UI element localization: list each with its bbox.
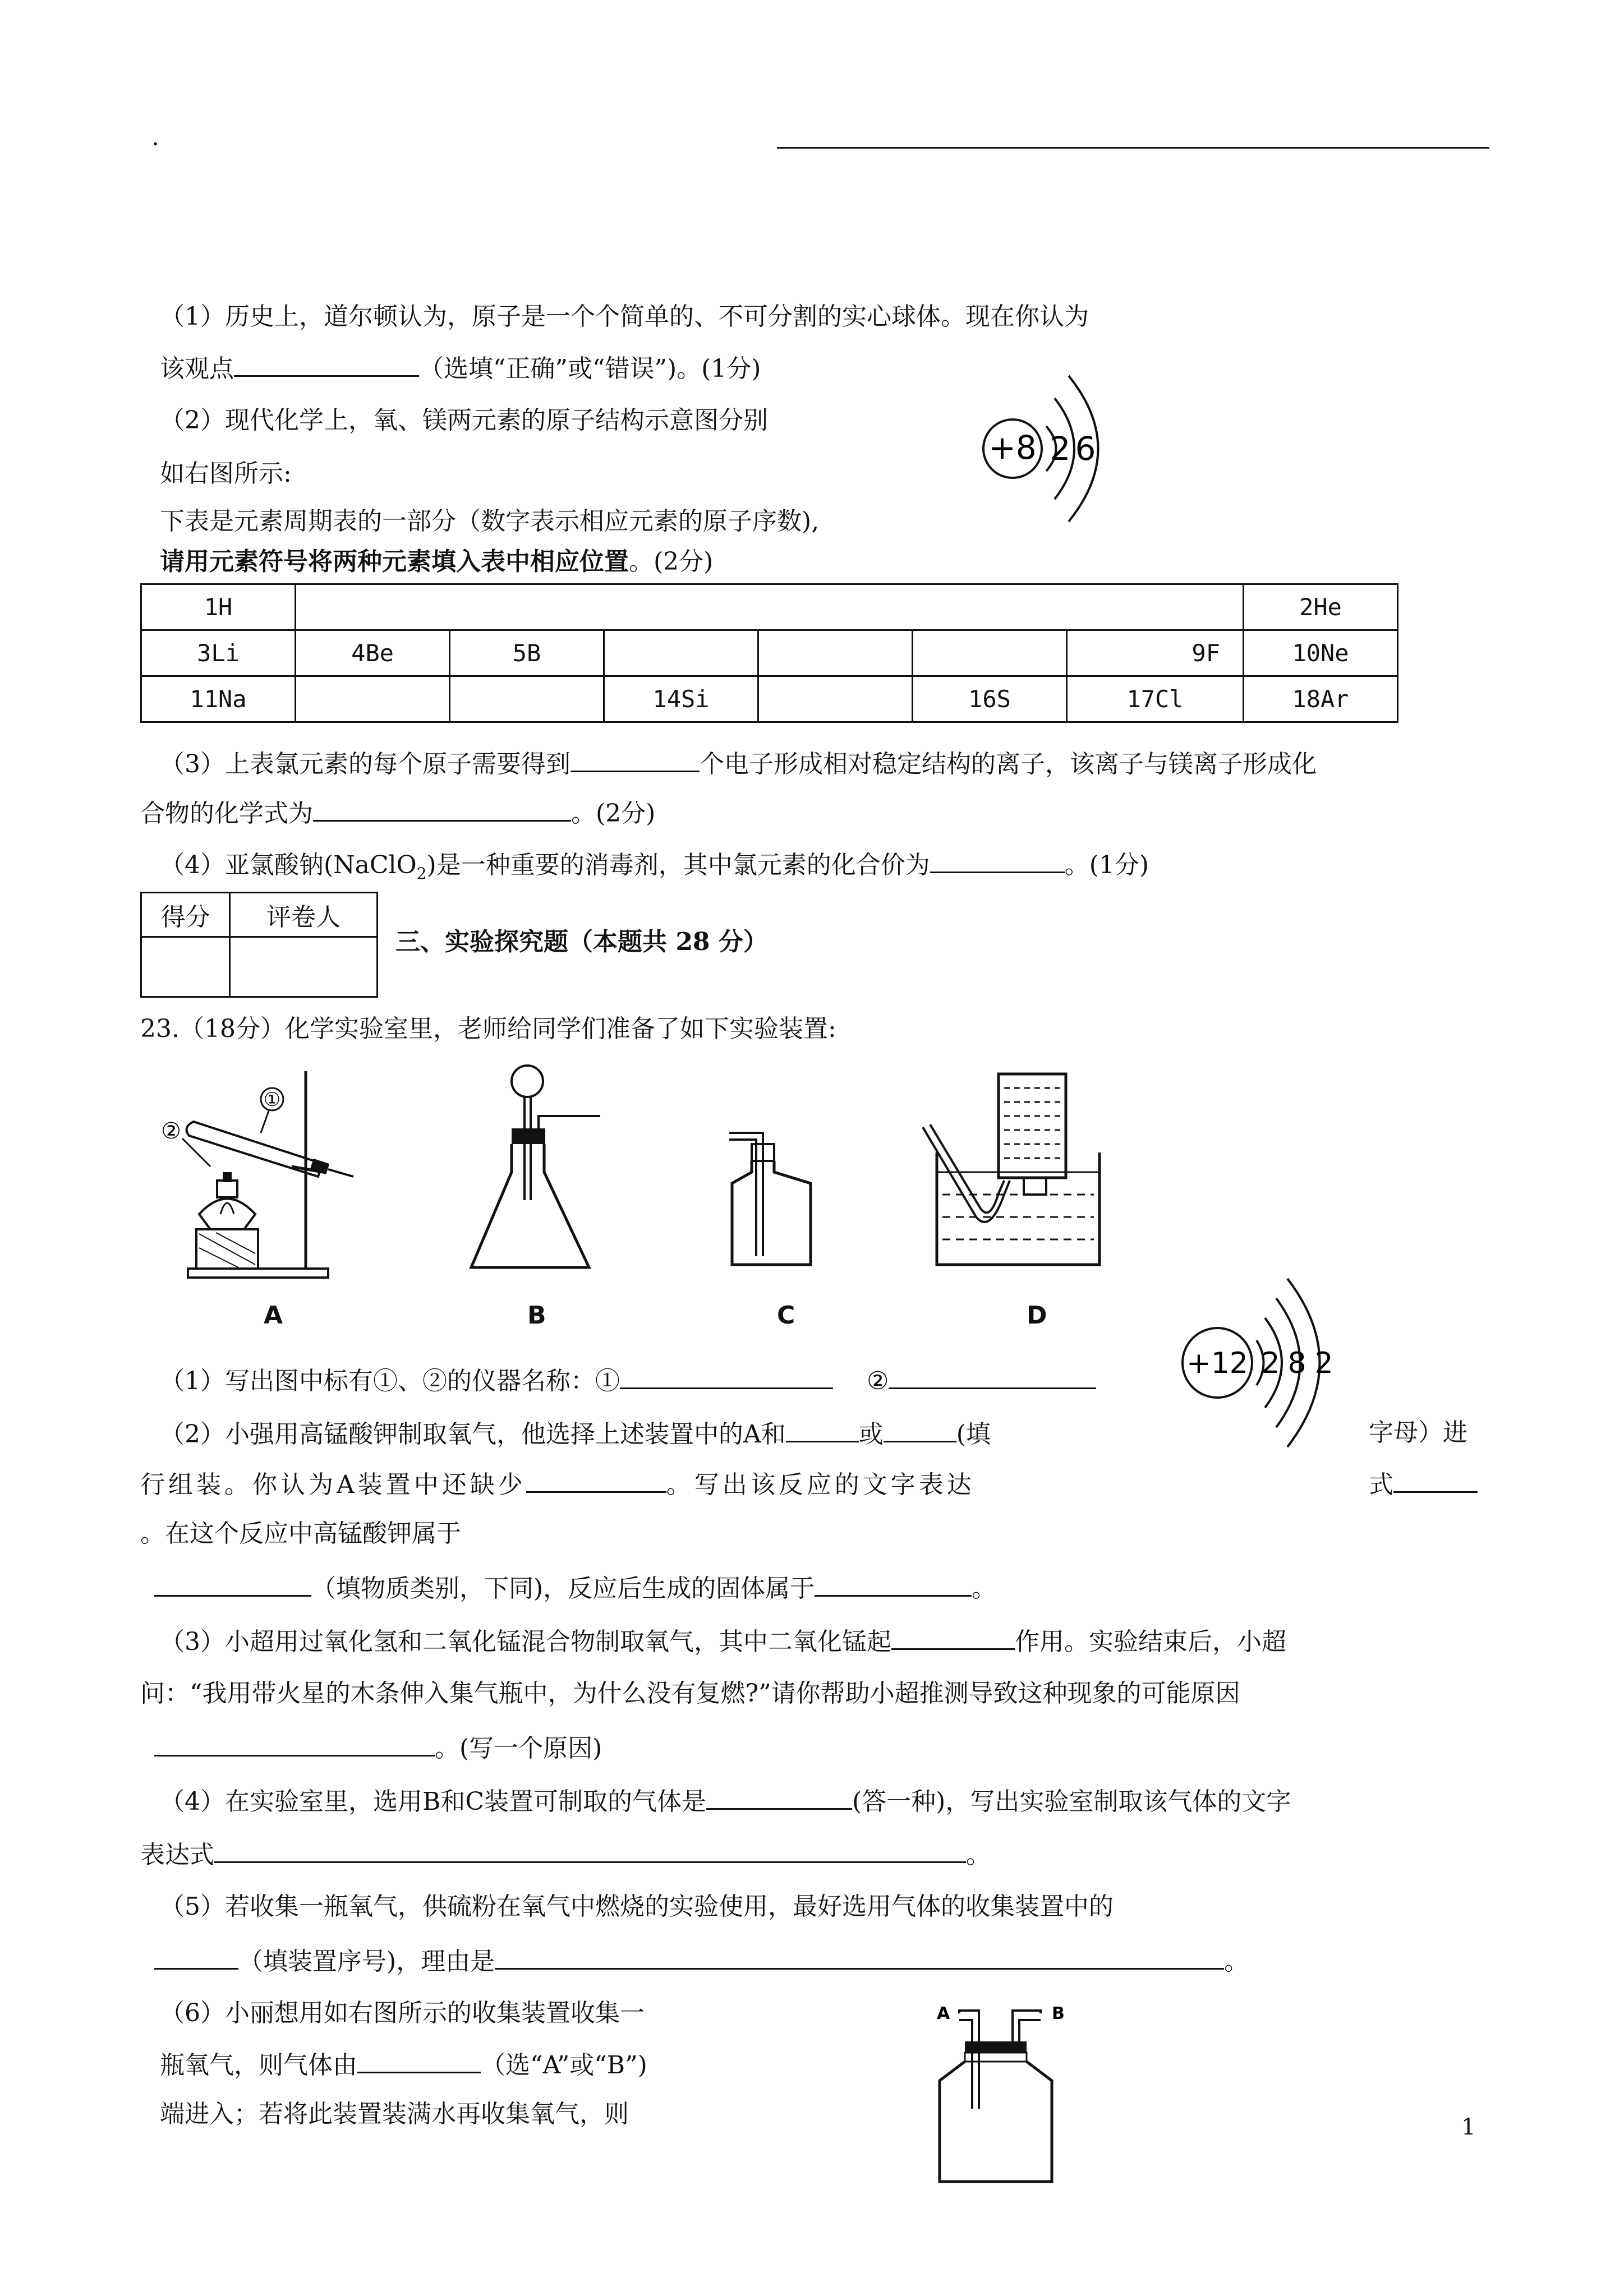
q22-p1-line2: 该观点 （选填“正确”或“错误”)。(1分) [160, 351, 761, 386]
apparatus-c-gas-bottle [724, 1122, 836, 1273]
q23-line2: （2）小强用高锰酸钾制取氧气，他选择上述装置中的A和 或 (填 [160, 1416, 991, 1451]
page-number: 1 [1461, 2114, 1476, 2140]
table-cell: 4Be [296, 630, 450, 676]
grader-label: 评卷人 [230, 893, 378, 937]
q23-line4: 。在这个反应中高锰酸钾属于 [140, 1519, 461, 1548]
table-cell: 17Cl [1067, 676, 1244, 722]
q23-line1: （1）写出图中标有①、②的仪器名称：① ② [160, 1363, 1096, 1398]
oxygen-atom-diagram [970, 365, 1139, 522]
table-row [141, 676, 1398, 722]
table-cell: 9F [1067, 630, 1244, 676]
q22-p2-line3: 下表是元素周期表的一部分（数字表示相应元素的原子序数), [160, 507, 820, 536]
magnesium-shell-1: 2 [1261, 1347, 1280, 1380]
q23-intro: 23.（18分）化学实验室里，老师给同学们准备了如下实验装置: [140, 1015, 836, 1043]
apparatus-a-heating-setup [154, 1066, 379, 1284]
table-cell: 11Na [141, 676, 296, 722]
table-cell: 1H [141, 584, 296, 630]
answer-blank[interactable] [495, 1943, 1224, 1970]
apparatus-b-flask [477, 1060, 611, 1279]
table-cell[interactable] [913, 630, 1067, 676]
q23-line2-tail: 字母）进 [1369, 1418, 1467, 1447]
oxygen-shell-1: 2 [1050, 430, 1071, 468]
answer-blank[interactable] [706, 1783, 852, 1810]
label-c: C [777, 1301, 795, 1330]
table-cell[interactable] [296, 676, 450, 722]
oxygen-nucleus-label: +8 [988, 428, 1037, 467]
answer-blank[interactable] [357, 2047, 481, 2073]
magnesium-nucleus-label: +12 [1186, 1347, 1248, 1380]
q23-line6: （3）小超用过氧化氢和二氧化锰混合物制取氧气，其中二氧化锰起 作用。实验结束后，小超 [160, 1624, 1286, 1659]
q22-p3-line1: （3）上表氯元素的每个原子需要得到 个电子形成相对稳定结构的离子，该离子与镁离子形成化 [160, 746, 1317, 781]
table-cell: 3Li [141, 630, 296, 676]
score-cell[interactable] [141, 937, 230, 997]
magnesium-shell-3: 2 [1314, 1347, 1333, 1380]
q23-line13: （6）小丽想用如右图所示的收集装置收集一 [160, 1999, 645, 2027]
answer-blank[interactable] [884, 1416, 956, 1442]
q23-line7: 问：“我用带火星的木条伸入集气瓶中，为什么没有复燃?”请你帮助小超推测导致这种现象的可能原因 [140, 1679, 1240, 1708]
section-3-title: 三、实验探究题（本题共 28 分） [395, 928, 768, 956]
q22-p2-line4: 请用元素符号将两种元素填入表中相应位置。(2分) [160, 547, 714, 576]
q23-line14: 瓶氧气，则气体由 （选“A”或“B”) [160, 2047, 647, 2082]
answer-blank[interactable] [786, 1416, 859, 1442]
answer-blank[interactable] [815, 1570, 972, 1597]
marker-2: ② [161, 1118, 181, 1144]
q23-line12: （填装置序号)，理由是 。 [154, 1943, 1249, 1979]
answer-blank[interactable] [1393, 1467, 1478, 1493]
label-a: A [264, 1301, 283, 1330]
q23-line9: （4）在实验室里，选用B和C装置可制取的气体是 (答一种)，写出实验室制取该气体的文字 [160, 1783, 1291, 1819]
header-rule [777, 147, 1489, 149]
label-d: D [1027, 1301, 1047, 1330]
apparatus-d-water-trough [914, 1066, 1116, 1273]
periodic-table [140, 583, 1398, 723]
label-b: B [527, 1301, 546, 1330]
q23-line15: 端进入；若将此装置装满水再收集氧气，则 [160, 2100, 629, 2128]
table-row [141, 630, 1398, 676]
magnesium-atom-diagram [1172, 1273, 1358, 1453]
q23-line5: （填物质类别，下同)，反应后生成的固体属于 。 [154, 1570, 996, 1606]
answer-blank[interactable] [154, 1730, 435, 1756]
q23-line8: 。(写一个原因) [154, 1730, 602, 1765]
q23-line10: 表达式 。 [140, 1837, 991, 1872]
q22-p1-line1: （1）历史上，道尔顿认为，原子是一个个简单的、不可分割的实心球体。现在你认为 [160, 302, 1089, 331]
answer-blank[interactable] [154, 1943, 238, 1970]
q22-p2-line1: （2）现代化学上，氧、镁两元素的原子结构示意图分别 [160, 406, 768, 435]
table-cell: 5B [450, 630, 604, 676]
score-label: 得分 [141, 893, 230, 937]
table-cell[interactable] [604, 630, 758, 676]
table-cell: 14Si [604, 676, 758, 722]
table-cell[interactable] [758, 630, 913, 676]
answer-blank[interactable] [891, 1624, 1015, 1650]
table-cell: 16S [913, 676, 1067, 722]
table-cell[interactable] [450, 676, 604, 722]
answer-blank[interactable] [154, 1570, 311, 1597]
answer-blank[interactable] [889, 1363, 1096, 1389]
bottle-label-b: B [1052, 2004, 1065, 2023]
answer-blank[interactable] [234, 351, 419, 377]
score-box [140, 892, 378, 998]
marker-1: ① [263, 1089, 281, 1111]
bottle-label-a: A [937, 2004, 950, 2023]
table-cell: 10Ne [1244, 630, 1398, 676]
magnesium-shell-2: 8 [1287, 1347, 1306, 1380]
q23-line3-tail: 式 [1369, 1467, 1478, 1502]
q23-line3: 行组装。你认为A装置中还缺少 。写出该反应的文字表达 [140, 1467, 975, 1502]
answer-blank[interactable] [930, 847, 1065, 873]
answer-blank[interactable] [571, 746, 700, 772]
table-cell: 18Ar [1244, 676, 1398, 722]
gas-collection-bottle [926, 1997, 1111, 2187]
answer-blank[interactable] [526, 1467, 666, 1493]
answer-blank[interactable] [620, 1363, 833, 1389]
q22-p2-line2: 如右图所示: [160, 459, 292, 488]
table-cell[interactable] [296, 584, 1244, 630]
oxygen-shell-2: 6 [1075, 430, 1096, 468]
table-cell[interactable] [758, 676, 913, 722]
q22-p3-line2: 合物的化学式为 。(2分) [140, 795, 655, 831]
answer-blank[interactable] [214, 1837, 966, 1863]
table-cell: 2He [1244, 584, 1398, 630]
grader-cell[interactable] [230, 937, 378, 997]
table-row [141, 584, 1398, 630]
q22-p4: （4）亚氯酸钠(NaClO$_2$)是一种重要的消毒剂，其中氯元素的化合价为 。(1分) [160, 847, 1149, 891]
answer-blank[interactable] [313, 795, 571, 822]
header-dot: . [151, 123, 159, 151]
q23-line11: （5）若收集一瓶氧气，供硫粉在氧气中燃烧的实验使用，最好选用气体的收集装置中的 [160, 1892, 1114, 1921]
